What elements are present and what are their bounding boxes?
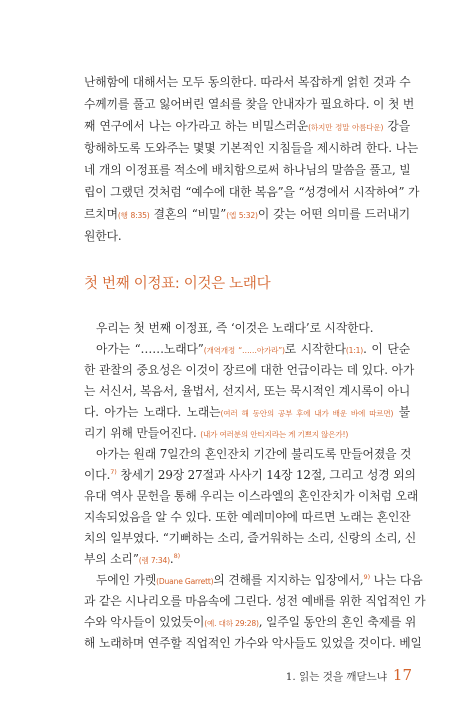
- text-line: [84, 404, 410, 422]
- text-segment: 불: [393, 405, 410, 419]
- section-heading: 첫 번째 이정표: 이것은 노래다: [84, 276, 271, 292]
- scripture-reference: (행 8:35): [117, 211, 150, 220]
- text-line: [84, 551, 410, 569]
- text-line: [84, 206, 410, 224]
- text-segment: 리기 위해 만들어진다.: [84, 426, 197, 440]
- text-segment: 수와 악사들이 있었듯이: [84, 615, 205, 629]
- scripture-reference: (렘 7:34): [138, 556, 170, 565]
- text-line: 유대 역사 문헌을 통해 우리는 이스라엘의 혼인잔치가 이처럼 오래: [84, 489, 419, 503]
- text-line: [84, 572, 423, 590]
- scripture-reference: (엡 5:32): [226, 211, 258, 220]
- text-segment: 강을: [383, 119, 410, 133]
- text-segment: .: [169, 552, 174, 566]
- text-line: [84, 341, 410, 359]
- text-segment: 이다.: [84, 468, 111, 482]
- text-segment: . 이 단순: [363, 342, 411, 356]
- inline-note: (여러 해 동안의 공부 후에 내가 배운 바에 따르면): [220, 409, 394, 418]
- running-title: 1. 읽는 것을 깨닫느냐: [285, 671, 387, 683]
- text-segment: 르치며: [84, 207, 118, 221]
- text-line: 항해하도록 도와주는 몇몇 기본적인 지침들을 제시하려 한다. 나는: [84, 141, 419, 155]
- text-line: [84, 467, 416, 483]
- inline-note: (Duane Garrett): [156, 577, 214, 586]
- text-line: 수께끼를 풀고 잃어버린 열쇠를 찾을 안내자가 필요하다. 이 첫 번: [84, 97, 415, 111]
- text-line: 우리는 첫 번째 이정표, 즉 ‘이것은 노래다’로 시작한다.: [96, 321, 374, 335]
- text-segment: 나는 다음: [370, 573, 423, 587]
- text-line: 원한다.: [84, 229, 122, 243]
- text-line: 과 같은 시나리오를 마음속에 그린다. 성전 예배를 위한 직업적인 가: [84, 594, 426, 608]
- text-segment: 부의 소리”: [84, 552, 139, 566]
- text-line: [84, 425, 410, 443]
- text-line: 난해함에 대해서는 모두 동의한다. 따라서 복잡하게 얽힌 것과 수: [84, 75, 411, 89]
- page-footer: [286, 666, 412, 684]
- text-segment: 의 견해를 지지하는 입장에서,: [213, 573, 364, 587]
- text-segment: 로 시작한다: [284, 342, 346, 356]
- text-segment: 결혼의 “비밀”: [149, 207, 227, 221]
- text-segment: 아가는 “……노래다”: [96, 342, 204, 356]
- inline-note: (내가 여러분의 안티지라는 게 기쁘지 않은가!): [200, 430, 349, 439]
- text-line: [84, 118, 410, 136]
- text-line: 네 개의 이정표를 적소에 배치함으로써 하나님의 말씀을 풀고, 빌: [84, 163, 411, 177]
- text-line: 립이 그랬던 것처럼 “예수에 대한 복음”을 “성경에서 시작하여” 가: [84, 185, 420, 199]
- text-line: 한 관찰의 중요성은 이것이 장르에 대한 언급이라는 데 있다. 아가: [84, 363, 415, 377]
- inline-note: (개역개정 “……아가라”): [203, 346, 285, 355]
- text-segment: 째 연구에서 나는 아가라고 하는 비밀스러운: [84, 119, 309, 133]
- footnote-marker[interactable]: 7): [110, 468, 117, 477]
- text-line: 치의 일부였다. “기뻐하는 소리, 즐거워하는 소리, 신랑의 소리, 신: [84, 531, 417, 545]
- footnote-marker[interactable]: 8): [173, 552, 181, 561]
- text-segment: 이 갖는 어떤 의미를 드러내기: [257, 207, 410, 221]
- inline-note: (하지만 정말 아름다운): [308, 123, 384, 132]
- text-line: [84, 614, 417, 632]
- text-segment: 다. 아가는 노래다. 노래는: [84, 405, 221, 419]
- scripture-reference: (예. 대하 29:28): [204, 619, 259, 628]
- text-line: 는 서신서, 복음서, 율법서, 선지서, 또는 묵시적인 계시록이 아니: [84, 384, 411, 398]
- text-segment: , 일주일 동안의 혼인 축제를 위: [258, 615, 417, 629]
- text-segment: 창세기 29장 27절과 사사기 14장 12절, 그리고 성경 외의: [116, 468, 416, 482]
- text-line: 아가는 원래 7일간의 혼인잔치 기간에 불리도록 만들어졌을 것: [96, 447, 412, 461]
- scripture-reference: (1:1): [345, 346, 364, 355]
- text-line: 지속되었음을 알 수 있다. 또한 예레미야에 따르면 노래는 혼인잔: [84, 510, 411, 524]
- page-number: 17: [392, 666, 412, 684]
- footnote-marker[interactable]: 9): [363, 573, 371, 582]
- text-line: 해 노래하며 연주할 직업적인 가수와 악사들도 있었을 것이다. 베일: [84, 636, 422, 650]
- text-segment: 두에인 가렛: [96, 573, 157, 587]
